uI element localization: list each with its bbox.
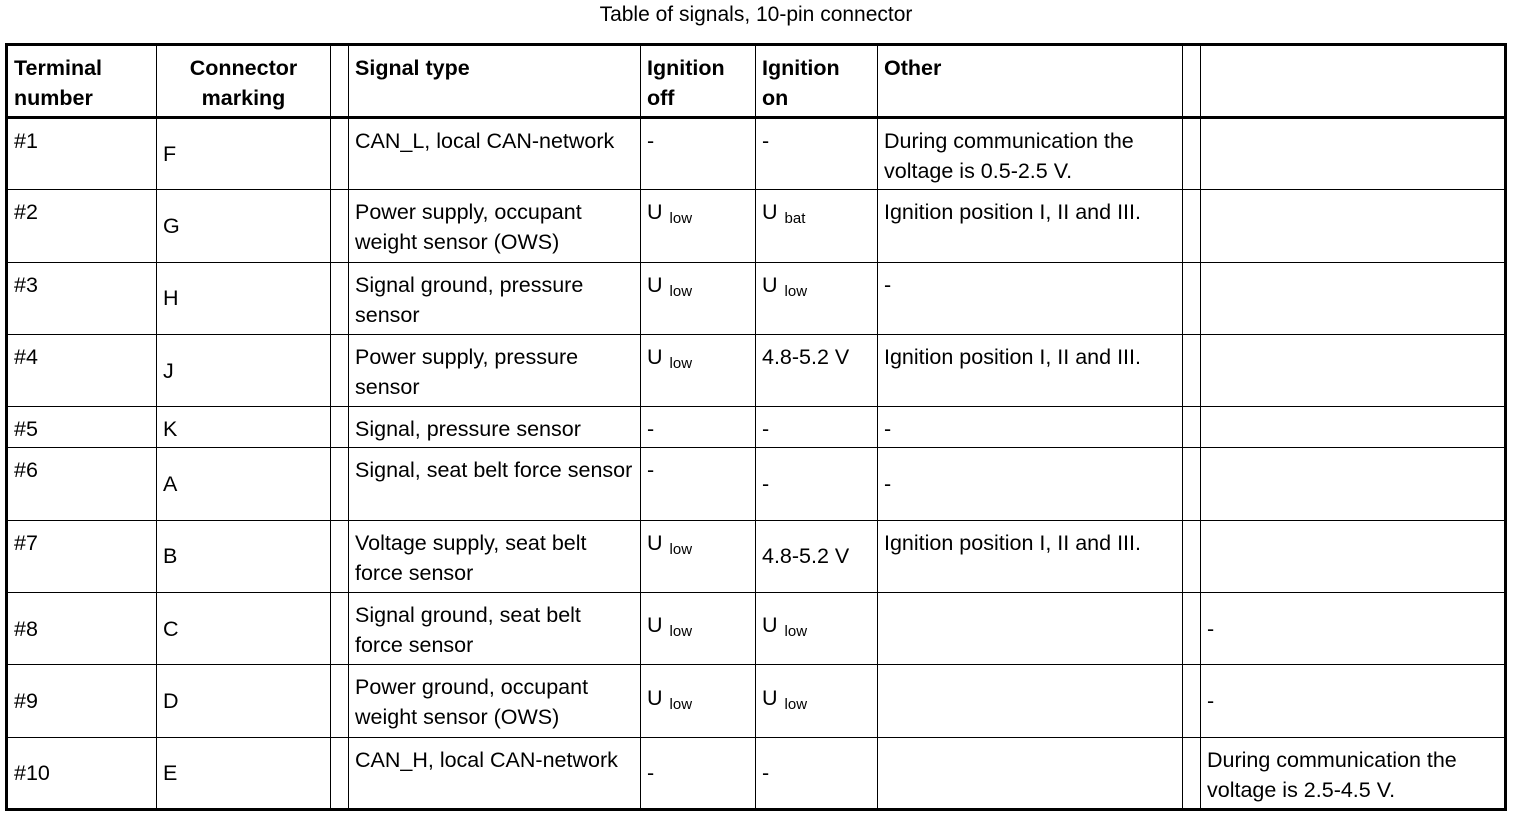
cell-spacer [331, 262, 349, 334]
cell-terminal-text: #3 [14, 272, 38, 297]
cell-connector [157, 407, 331, 448]
cell-ignition-off [641, 448, 756, 520]
cell-ignition-on-text: - [762, 760, 770, 785]
cell-ignition-on [756, 118, 878, 190]
cell-spacer-2 [1183, 262, 1201, 334]
table-row [7, 737, 1506, 809]
cell-ignition-on-subscript: low [784, 695, 808, 713]
cell-connector-text: H [163, 286, 179, 311]
cell-terminal-text: #4 [14, 344, 38, 369]
cell-extra [1201, 407, 1506, 448]
cell-spacer [331, 737, 349, 809]
cell-terminal [7, 118, 157, 190]
cell-ignition-off [641, 190, 756, 262]
header-other: Other [878, 45, 1183, 118]
cell-signal-type [349, 262, 641, 334]
cell-terminal [7, 737, 157, 809]
cell-spacer-2 [1183, 118, 1201, 190]
cell-other [878, 593, 1183, 665]
cell-ignition-off-text: - [647, 458, 655, 483]
cell-signal-type [349, 593, 641, 665]
cell-spacer [331, 665, 349, 737]
cell-ignition-on-subscript: low [784, 282, 808, 300]
cell-other [878, 520, 1183, 592]
header-ignition-on: Ignition on [756, 45, 878, 118]
cell-signal-type [349, 407, 641, 448]
cell-other-text: - [884, 472, 892, 497]
cell-ignition-off-subscript: low [669, 354, 693, 372]
cell-ignition-off [641, 118, 756, 190]
cell-ignition-off [641, 407, 756, 448]
header-extra [1201, 45, 1506, 118]
cell-signal-type-text: Signal ground, pressure sensor [355, 272, 584, 327]
cell-spacer-2 [1183, 448, 1201, 520]
cell-terminal [7, 262, 157, 334]
cell-other-text: During communication the voltage is 0.5-2.5 V. [884, 129, 1134, 183]
cell-terminal-text: #10 [14, 760, 50, 785]
cell-connector-text: E [163, 760, 178, 785]
cell-connector [157, 262, 331, 334]
cell-terminal-text: #8 [14, 616, 38, 641]
cell-connector [157, 334, 331, 406]
cell-ignition-on [756, 448, 878, 520]
header-connector-marking: Connector marking [157, 45, 331, 118]
cell-signal-type-text: Voltage supply, seat belt force sensor [355, 530, 587, 585]
cell-extra [1201, 520, 1506, 592]
table-row [7, 407, 1506, 448]
table-row [7, 118, 1506, 190]
cell-signal-type-text: Power ground, occupant weight sensor (OWS) [355, 675, 589, 730]
signals-table [5, 43, 1507, 811]
cell-ignition-on-subscript: low [784, 623, 808, 641]
cell-spacer [331, 334, 349, 406]
header-spacer [331, 45, 349, 118]
header-spacer-2 [1183, 45, 1201, 118]
cell-ignition-off-text: U [647, 530, 663, 555]
cell-connector-text: K [163, 417, 178, 442]
cell-ignition-on [756, 737, 878, 809]
cell-signal-type-text: Signal, seat belt force sensor [355, 458, 633, 483]
cell-spacer [331, 448, 349, 520]
cell-spacer [331, 190, 349, 262]
cell-ignition-on [756, 407, 878, 448]
cell-ignition-on-text: 4.8-5.2 V [762, 344, 850, 369]
cell-spacer-2 [1183, 520, 1201, 592]
cell-spacer [331, 593, 349, 665]
header-ignition-off: Ignition off [641, 45, 756, 118]
cell-signal-type-text: Power supply, pressure sensor [355, 344, 579, 399]
cell-terminal-text: #5 [14, 417, 38, 442]
cell-other-text: - [884, 417, 892, 442]
cell-connector-text: A [163, 472, 178, 497]
cell-signal-type [349, 665, 641, 737]
cell-signal-type-text: CAN_L, local CAN-network [355, 129, 615, 153]
cell-signal-type [349, 118, 641, 190]
cell-other [878, 665, 1183, 737]
table-row [7, 448, 1506, 520]
table-row [7, 520, 1506, 592]
header-row [7, 45, 1506, 118]
cell-ignition-off-text: U [647, 613, 663, 638]
cell-ignition-off-subscript: low [669, 210, 693, 228]
cell-ignition-off-subscript: low [669, 623, 693, 641]
cell-terminal [7, 593, 157, 665]
cell-other-text: Ignition position I, II and III. [884, 200, 1141, 225]
cell-terminal [7, 665, 157, 737]
table-row [7, 334, 1506, 406]
cell-ignition-off-subscript: low [669, 695, 693, 713]
cell-ignition-off-text: - [647, 129, 655, 153]
cell-ignition-off [641, 262, 756, 334]
table-row [7, 262, 1506, 334]
cell-ignition-off [641, 737, 756, 809]
cell-connector [157, 665, 331, 737]
cell-other [878, 737, 1183, 809]
cell-connector-text: F [163, 142, 177, 167]
cell-ignition-off-text: - [647, 760, 655, 785]
cell-ignition-on [756, 190, 878, 262]
cell-ignition-on [756, 593, 878, 665]
cell-ignition-on [756, 520, 878, 592]
cell-terminal-text: #1 [14, 129, 38, 153]
cell-signal-type-text: CAN_H, local CAN-network [355, 747, 618, 772]
cell-signal-type-text: Signal, pressure sensor [355, 417, 581, 442]
cell-extra [1201, 190, 1506, 262]
cell-extra-text: During communication the voltage is 2.5-4.5 V. [1207, 747, 1457, 802]
cell-extra [1201, 334, 1506, 406]
cell-spacer-2 [1183, 665, 1201, 737]
cell-signal-type [349, 448, 641, 520]
cell-terminal [7, 334, 157, 406]
cell-terminal-text: #9 [14, 689, 38, 714]
cell-terminal-text: #2 [14, 200, 38, 225]
cell-terminal [7, 520, 157, 592]
cell-terminal [7, 448, 157, 520]
cell-signal-type [349, 737, 641, 809]
cell-extra [1201, 737, 1506, 809]
cell-ignition-off-text: - [647, 417, 655, 442]
cell-ignition-on [756, 262, 878, 334]
cell-other [878, 190, 1183, 262]
cell-other-text: - [884, 272, 892, 297]
cell-other [878, 118, 1183, 190]
cell-other [878, 334, 1183, 406]
cell-signal-type [349, 520, 641, 592]
cell-ignition-off-text: U [647, 685, 663, 710]
cell-ignition-on-text: U [762, 200, 778, 225]
cell-other-text: Ignition position I, II and III. [884, 344, 1141, 369]
cell-connector [157, 520, 331, 592]
table-row [7, 665, 1506, 737]
cell-connector [157, 190, 331, 262]
cell-connector [157, 118, 331, 190]
table-caption: Table of signals, 10-pin connector [599, 3, 913, 26]
cell-ignition-off-text: U [647, 272, 663, 297]
cell-terminal [7, 407, 157, 448]
cell-connector-text: J [163, 358, 174, 383]
cell-signal-type-text: Power supply, occupant weight sensor (OWS) [355, 200, 582, 255]
cell-extra [1201, 448, 1506, 520]
cell-connector [157, 737, 331, 809]
cell-ignition-on-text: U [762, 613, 778, 638]
cell-extra-text: - [1207, 689, 1215, 714]
cell-ignition-off [641, 665, 756, 737]
cell-ignition-off-subscript: low [669, 540, 693, 558]
cell-other-text: Ignition position I, II and III. [884, 530, 1141, 555]
cell-extra [1201, 593, 1506, 665]
cell-ignition-off [641, 334, 756, 406]
table-row [7, 593, 1506, 665]
cell-ignition-off [641, 593, 756, 665]
cell-spacer-2 [1183, 407, 1201, 448]
cell-ignition-off-text: U [647, 200, 663, 225]
cell-signal-type [349, 334, 641, 406]
cell-extra [1201, 118, 1506, 190]
cell-spacer [331, 520, 349, 592]
cell-spacer-2 [1183, 334, 1201, 406]
cell-ignition-on-text: U [762, 272, 778, 297]
cell-spacer-2 [1183, 190, 1201, 262]
cell-ignition-on [756, 665, 878, 737]
cell-ignition-on-text: - [762, 129, 770, 153]
cell-terminal-text: #6 [14, 458, 38, 483]
cell-spacer-2 [1183, 593, 1201, 665]
cell-ignition-on [756, 334, 878, 406]
table-row [7, 190, 1506, 262]
cell-other [878, 407, 1183, 448]
cell-ignition-on-text: U [762, 685, 778, 710]
cell-ignition-off-text: U [647, 344, 663, 369]
cell-connector-text: C [163, 616, 179, 641]
cell-signal-type-text: Signal ground, seat belt force sensor [355, 603, 581, 658]
cell-ignition-on-text: - [762, 417, 770, 442]
cell-terminal [7, 190, 157, 262]
cell-extra [1201, 262, 1506, 334]
cell-connector-text: G [163, 213, 180, 238]
cell-spacer [331, 118, 349, 190]
cell-spacer [331, 407, 349, 448]
cell-signal-type [349, 190, 641, 262]
cell-extra-text: - [1207, 616, 1215, 641]
cell-connector [157, 448, 331, 520]
cell-spacer-2 [1183, 737, 1201, 809]
cell-ignition-on-text: - [762, 472, 770, 497]
cell-connector [157, 593, 331, 665]
cell-terminal-text: #7 [14, 530, 38, 555]
cell-connector-text: D [163, 689, 179, 714]
cell-ignition-on-subscript: bat [784, 210, 806, 228]
header-terminal-number: Terminal number [7, 45, 157, 118]
header-signal-type: Signal type [349, 45, 641, 118]
cell-extra [1201, 665, 1506, 737]
cell-ignition-off-subscript: low [669, 282, 693, 300]
cell-connector-text: B [163, 544, 178, 569]
cell-other [878, 448, 1183, 520]
cell-ignition-on-text: 4.8-5.2 V [762, 544, 850, 569]
cell-ignition-off [641, 520, 756, 592]
cell-other [878, 262, 1183, 334]
